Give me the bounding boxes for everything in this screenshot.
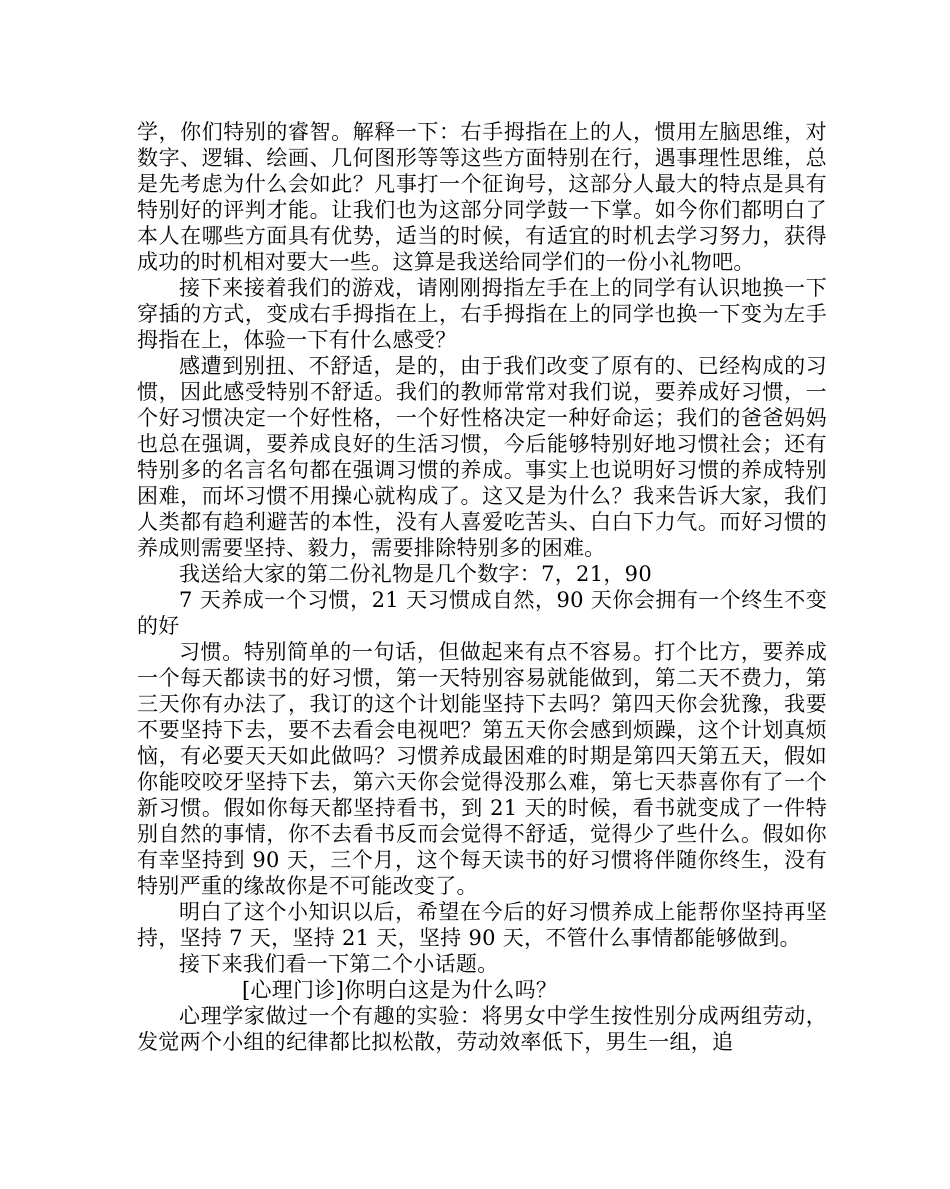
paragraph-1: 学，你们特别的睿智。解释一下：右手拇指在上的人，惯用左脑思维，对数字、逻辑、绘画、几何图形等等这些方面特别在行，遇事理性思维，总是先考虑为什么会如此？凡事打一个征询号，这部分人最大的特点是具有特别好的评判才能。让我们也为这部分同学鼓一下掌。如今你们都明白了本人在哪些方面具有优势，适当的时候，有适宜的时机去学习努力，获得成功的时机相对要大一些。这算是我送给同学们的一份小礼物吧。 (137, 120, 827, 274)
paragraph-5: 7 天养成一个习惯，21 天习惯成自然，90 天你会拥有一个终生不变的好 (137, 588, 827, 638)
document-body (137, 119, 827, 1055)
paragraph-7: 明白了这个小知识以后，希望在今后的好习惯养成上能帮你坚持再坚持，坚持 7 天，坚持 21 天，坚持 90 天，不管什么事情都能够做到。 (137, 900, 827, 950)
paragraph-6: 习惯。特别简单的一句话，但做起来有点不容易。打个比方，要养成一个每天都读书的好习惯，第一天特别容易就能做到，第二天不费力，第三天你有办法了，我订的这个计划能坚持下去吗？第四天你会犹豫，我要不要坚持下去，要不去看会电视吧？第五天你会感到烦躁，这个计划真烦恼，有必要天天如此做吗？习惯养成最困难的时期是第四天第五天，假如你能咬咬牙坚持下去，第六天你会觉得没那么难，第七天恭喜你有了一个新习惯。假如你每天都坚持看书，到 21 天的时候，看书就变成了一件特别自然的事情，你不去看书反而会觉得不舒适，觉得少了些什么。假如你有幸坚持到 90 天，三个月，这个每天读书的好习惯将伴随你终生，没有特别严重的缘故你是不可能改变了。 (137, 640, 827, 898)
paragraph-8: 接下来我们看一下第二个小话题。 (179, 952, 499, 976)
paragraph-4: 我送给大家的第二份礼物是几个数字：7，21，90 (179, 562, 653, 586)
section-heading: [心理门诊]你明白这是为什么吗？ (242, 978, 558, 1002)
paragraph-2: 接下来接着我们的游戏，请刚刚拇指左手在上的同学有认识地换一下穿插的方式，变成右手拇指在上，右手拇指在上的同学也换一下变为左手拇指在上，体验一下有什么感受？ (137, 276, 827, 352)
paragraph-10: 心理学家做过一个有趣的实验：将男女中学生按性别分成两组劳动，发觉两个小组的纪律都比拟松散，劳动效率低下，男生一组，追 (137, 1004, 827, 1054)
paragraph-3: 感遭到别扭、不舒适，是的，由于我们改变了原有的、已经构成的习惯，因此感受特别不舒适。我们的教师常常对我们说，要养成好习惯，一个好习惯决定一个好性格，一个好性格决定一种好命运；我们的爸爸妈妈也总在强调，要养成良好的生活习惯，今后能够特别好地习惯社会；还有特别多的名言名句都在强调习惯的养成。事实上也说明好习惯的养成特别困难，而坏习惯不用操心就构成了。这又是为什么？我来告诉大家，我们人类都有趋利避苦的本性，没有人喜爱吃苦头、白白下力气。而好习惯的养成则需要坚持、毅力，需要排除特别多的困难。 (137, 354, 827, 560)
